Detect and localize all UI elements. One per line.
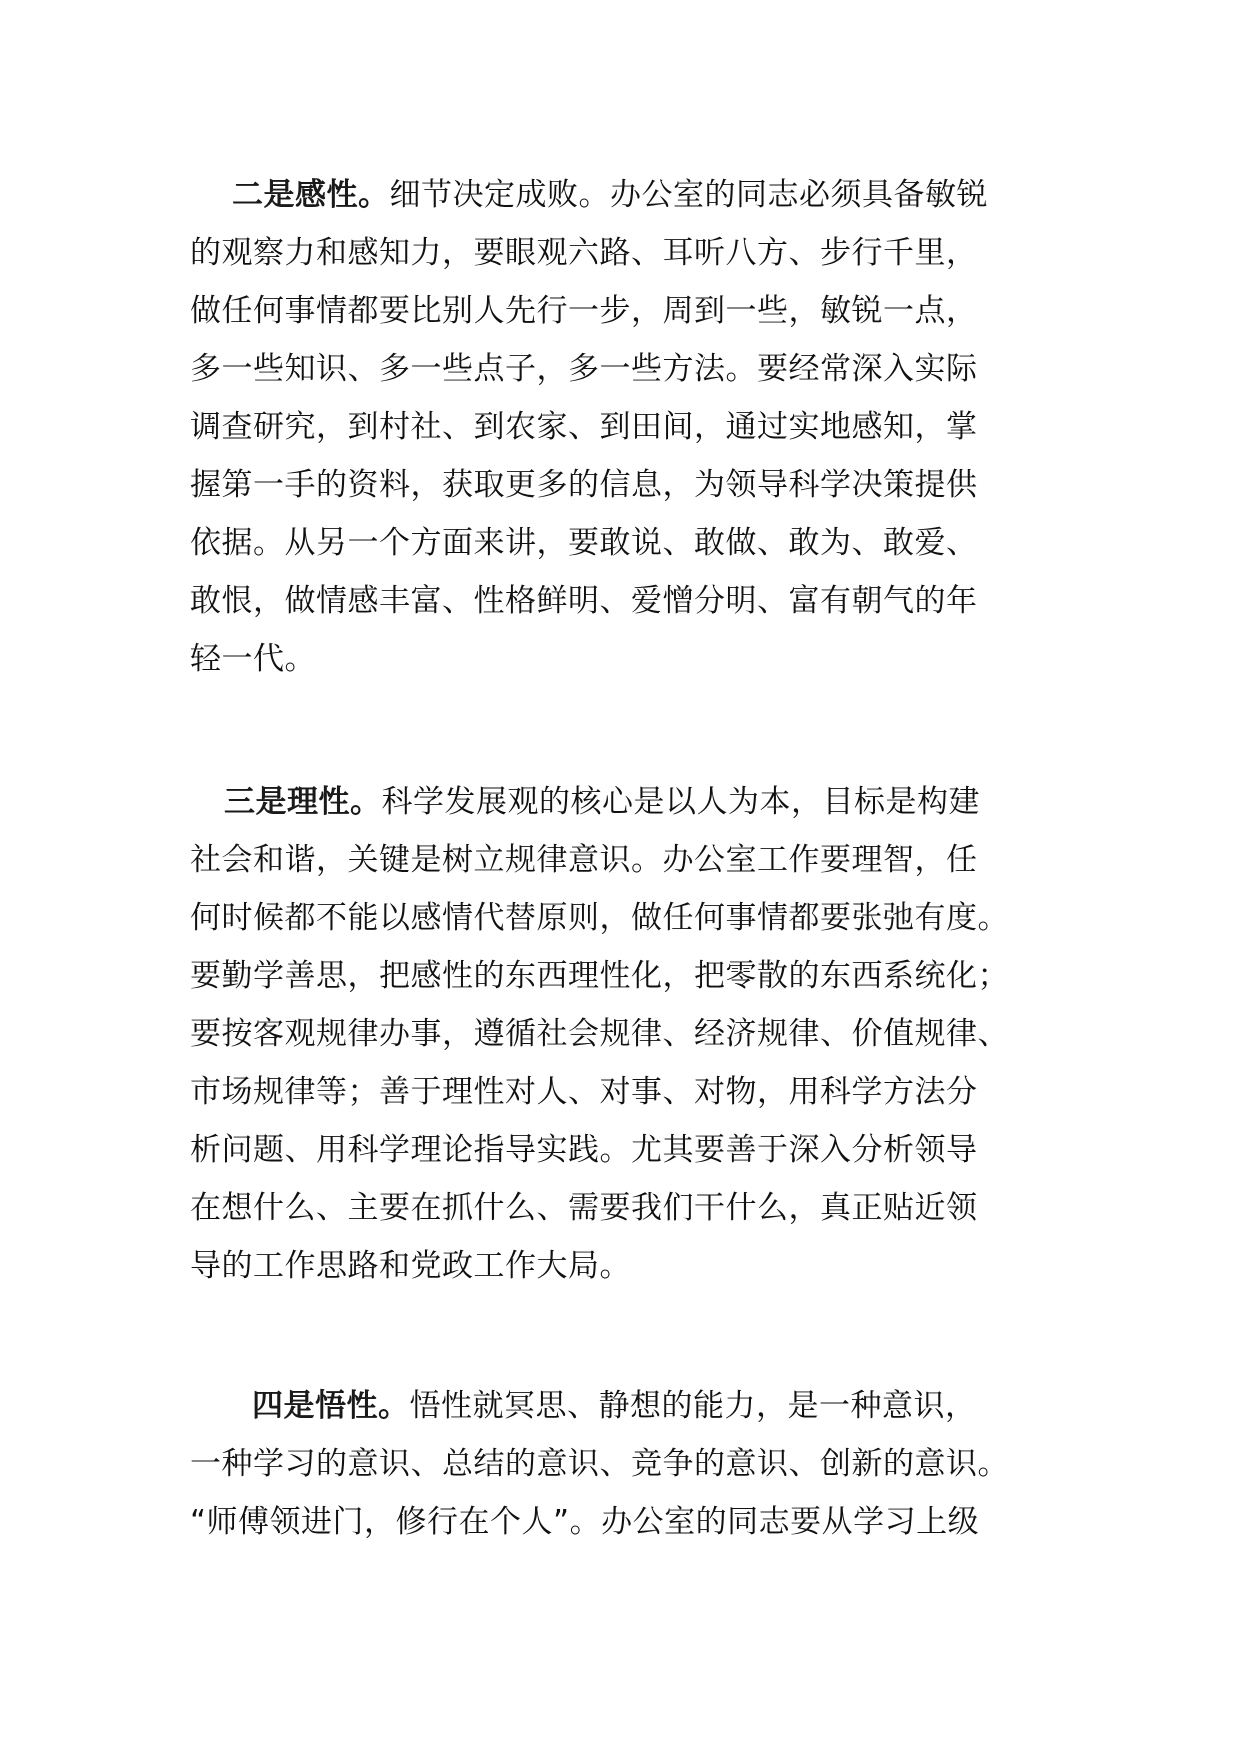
paragraph-sensibility [190, 166, 1070, 688]
paragraph-line: 社会和谐，关键是树立规律意识。办公室工作要理智，任 [190, 842, 978, 878]
paragraph-lead: 三是理性。 [224, 784, 382, 820]
paragraph-line: 一种学习的意识、总结的意识、竞争的意识、创新的意识。 [190, 1446, 1009, 1482]
paragraph-line: 导的工作思路和党政工作大局。 [190, 1248, 631, 1284]
paragraph-text: 悟性就冥思、静想的能力，是一种意识， [409, 1388, 977, 1424]
paragraph-line: 敢恨，做情感丰富、性格鲜明、爱憎分明、富有朝气的年 [190, 583, 978, 619]
paragraph-lead: 二是感性。 [232, 177, 390, 213]
paragraph-line: 轻一代。 [190, 641, 316, 677]
paragraph-line: “师傅领进门，修行在个人”。办公室的同志要从学习上级 [190, 1504, 980, 1540]
paragraph-line: 做任何事情都要比别人先行一步，周到一些，敏锐一点， [190, 293, 978, 329]
paragraph-rationality [190, 773, 1070, 1295]
paragraph-line [190, 773, 1070, 831]
paragraph-line: 调查研究，到村社、到农家、到田间，通过实地感知，掌 [190, 409, 978, 445]
paragraph-text: 科学发展观的核心是以人为本，目标是构建 [381, 784, 980, 820]
paragraph-line: 在想什么、主要在抓什么、需要我们干什么，真正贴近领 [190, 1190, 978, 1226]
paragraph-line [190, 1377, 1070, 1435]
paragraph-line: 何时候都不能以感情代替原则，做任何事情都要张弛有度。 [190, 900, 1009, 936]
paragraph-line: 析问题、用科学理论指导实践。尤其要善于深入分析领导 [190, 1132, 978, 1168]
paragraph-lead: 四是悟性。 [252, 1388, 410, 1424]
paragraph-line: 依据。从另一个方面来讲，要敢说、敢做、敢为、敢爱、 [190, 525, 978, 561]
paragraph-line: 要勤学善思，把感性的东西理性化，把零散的东西系统化； [190, 958, 1009, 994]
paragraph-insight [190, 1377, 1070, 1551]
paragraph-line: 市场规律等；善于理性对人、对事、对物，用科学方法分 [190, 1074, 978, 1110]
paragraph-line [190, 166, 1070, 224]
paragraph-line: 多一些知识、多一些点子，多一些方法。要经常深入实际 [190, 351, 978, 387]
paragraph-line: 的观察力和感知力，要眼观六路、耳听八方、步行千里， [190, 235, 978, 271]
paragraph-text: 细节决定成败。办公室的同志必须具备敏锐 [389, 177, 988, 213]
paragraph-line: 握第一手的资料，获取更多的信息，为领导科学决策提供 [190, 467, 978, 503]
paragraph-line: 要按客观规律办事，遵循社会规律、经济规律、价值规律、 [190, 1016, 1009, 1052]
